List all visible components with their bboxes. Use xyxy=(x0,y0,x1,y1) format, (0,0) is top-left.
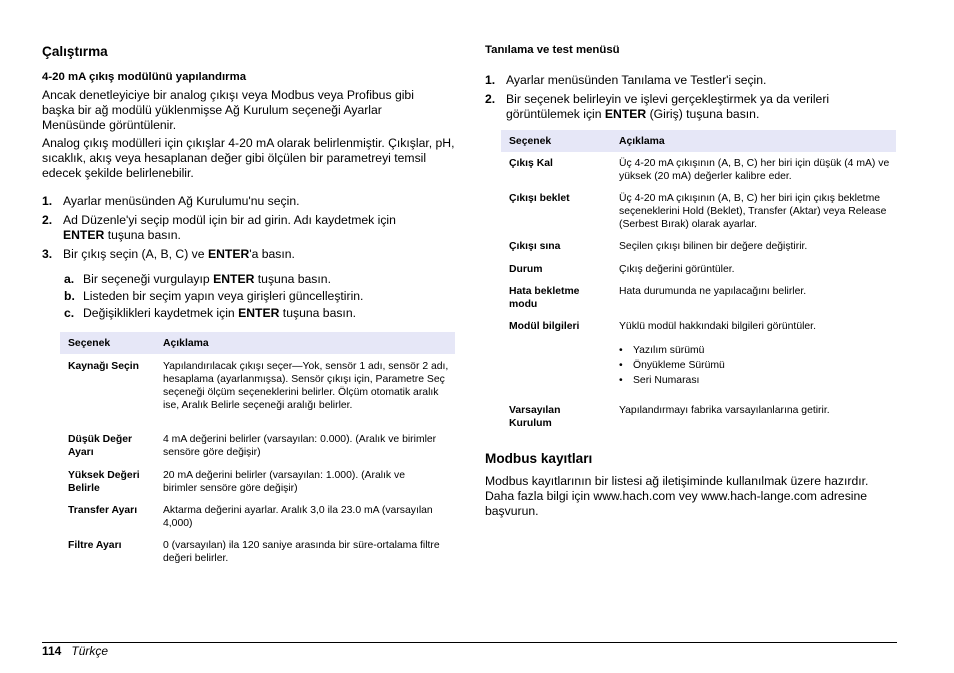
step-number: 1. xyxy=(42,194,53,208)
step-text-post: tuşuna basın. xyxy=(104,228,181,242)
step-number: 2. xyxy=(485,92,496,106)
step-text-post: (Giriş) tuşuna basın. xyxy=(646,107,760,121)
substep-text-post: tuşuna basın. xyxy=(279,306,356,320)
left-substep-c xyxy=(64,306,444,321)
table-row-description: 0 (varsayılan) ila 120 saniye arasında bir süre-ortalama filtre değeri belirler. xyxy=(163,540,440,564)
subsection-title-diagnostics: Tanılama ve test menüsü xyxy=(485,44,620,56)
step-text-pre: Ad Düzenle'yi seçip modül için bir ad girin. Adı kaydetmek için xyxy=(63,213,396,227)
list-item xyxy=(619,359,725,372)
table-row-description: 4 mA değerini belirler (varsayılan: 0.000). (Aralık ve birimler sensöre göre değişir) xyxy=(163,434,437,458)
table-row-option: Çıkış Kal xyxy=(509,158,553,169)
bullet-icon: • xyxy=(619,360,623,371)
step-text-pre: Bir çıkış seçin (A, B, C) ve xyxy=(63,247,208,261)
page-footer xyxy=(42,644,108,659)
substep-text-post: tuşuna basın. xyxy=(254,272,331,286)
step-number: 2. xyxy=(42,213,53,227)
footer-language: Türkçe xyxy=(71,644,109,658)
step-text: Ayarlar menüsünden Tanılama ve Testler'i seçin. xyxy=(506,73,767,87)
table-row-description: Yüklü modül hakkındaki bilgileri görüntüler. xyxy=(619,321,816,332)
intro-paragraph: Ancak denetleyiciye bir analog çıkışı veya Modbus veya Profibus gibi başka bir ağ modülü yüklenmişse Ağ Kurulum seçeneği Ayarlar Menüsünde görüntülenir. xyxy=(42,88,414,132)
enter-key-label: ENTER xyxy=(604,107,647,121)
left-step-1 xyxy=(42,194,442,209)
list-item xyxy=(619,344,704,357)
step-text xyxy=(63,213,396,243)
list-item-text: Yazılım sürümü xyxy=(633,345,705,356)
right-step-1 xyxy=(485,73,885,88)
table-header xyxy=(501,130,896,152)
page-number: 114 xyxy=(42,644,62,658)
table-row-description: Yapılandırılacak çıkışı seçer—Yok, sensör 1 adı, sensör 2 adı, hesaplama (ayarlanmışsa). Sensör çıkışı için, Parametre Seç seçeneği ölçüm seçeneklerini belirler. Ölçüm otomatik aralık ise, Aralık Belirle seçeneği aralığı belirler. xyxy=(163,361,449,411)
table-row-description: Çıkış değerini görüntüler. xyxy=(619,264,735,275)
substep-text-pre: Bir seçeneği vurgulayıp xyxy=(83,272,214,286)
diagnostics-options-table xyxy=(501,130,896,435)
table-row-option: Hata bekletme modu xyxy=(509,286,580,310)
bullet-icon: • xyxy=(619,375,623,386)
outputs-paragraph: Analog çıkış modülleri için çıkışlar 4-20 mA olarak belirlenmiştir. Çıkışlar, pH, sıcaklık, akış veya hesaplanan değer gibi ölçülen bir parametreyi temsil edecek şekilde belirlenebilir. xyxy=(42,136,455,180)
list-item xyxy=(619,374,699,387)
table-row-description: Seçilen çıkışı bilinen bir değere değiştirir. xyxy=(619,241,808,252)
bullet-icon: • xyxy=(619,345,623,356)
step-number: 3. xyxy=(42,247,53,261)
modbus-title: Modbus kayıtları xyxy=(485,451,593,466)
table-row-option: Düşük Değer Ayarı xyxy=(68,434,133,458)
table-row-option: Transfer Ayarı xyxy=(68,505,138,516)
header-description: Açıklama xyxy=(619,136,665,147)
table-row-description: 20 mA değerini belirler (varsayılan: 1.000). (Aralık ve birimler sensöre göre değişir) xyxy=(163,470,405,494)
enter-key-label: ENTER xyxy=(213,272,255,286)
section-title: Çalıştırma xyxy=(42,44,108,59)
list-item-text: Önyükleme Sürümü xyxy=(633,360,725,371)
header-option: Seçenek xyxy=(509,136,552,147)
table-row-description: Üç 4-20 mA çıkışının (A, B, C) her biri için düşük (4 mA) ve yüksek (20 mA) değerler kalibre eder. xyxy=(619,158,890,182)
step-number: 1. xyxy=(485,73,496,87)
output-options-table xyxy=(60,332,455,572)
substep-text-pre: Değişiklikleri kaydetmek için xyxy=(83,306,239,320)
table-row-option: Kaynağı Seçin xyxy=(68,361,140,372)
substep-text xyxy=(83,306,356,321)
table-row-option: Modül bilgileri xyxy=(509,321,580,332)
footer-divider xyxy=(42,642,897,643)
list-item-text: Seri Numarası xyxy=(633,375,700,386)
modbus-paragraph: Modbus kayıtlarının bir listesi ağ iletişiminde kullanılmak üzere hazırdır. Daha fazla bilgi için www.hach.com vey www.hach-lange.com adresine başvurun. xyxy=(485,474,869,518)
table-header xyxy=(60,332,455,354)
header-description: Açıklama xyxy=(163,338,209,349)
left-substep-b xyxy=(64,289,444,304)
left-substep-a xyxy=(64,272,444,287)
table-row-description: Hata durumunda ne yapılacağını belirler. xyxy=(619,286,807,297)
table-row-option: Çıkışı sına xyxy=(509,241,561,252)
left-step-3 xyxy=(42,247,442,262)
step-text xyxy=(63,247,295,262)
table-row-description: Üç 4-20 mA çıkışının (A, B, C) her biri için çıkış bekletme seçeneklerini Hold (Beklet), Transfer (Aktar) veya Release (Serbest Bırak) olarak ayarlar. xyxy=(619,193,887,230)
header-option: Seçenek xyxy=(68,338,111,349)
substep-letter: a. xyxy=(64,272,75,286)
table-row-option: Durum xyxy=(509,264,543,275)
subsection-title-4-20ma: 4-20 mA çıkış modülünü yapılandırma xyxy=(42,71,247,83)
table-row-description: Aktarma değerini ayarlar. Aralık 3,0 ila 23.0 mA (varsayılan 4,000) xyxy=(163,505,433,529)
table-row-option: Filtre Ayarı xyxy=(68,540,122,551)
step-text-pre: Bir seçenek belirleyin ve işlevi gerçekleştirmek ya da verileri görüntülemek için xyxy=(506,92,830,121)
enter-key-label: ENTER xyxy=(63,228,105,242)
table-row-option: Çıkışı beklet xyxy=(509,193,570,204)
table-row-description: Yapılandırmayı fabrika varsayılanlarına getirir. xyxy=(619,405,830,416)
step-text-post: 'a basın. xyxy=(249,247,295,261)
substep-letter: c. xyxy=(64,306,75,320)
left-step-2 xyxy=(42,213,432,243)
substep-text xyxy=(83,272,331,287)
right-step-2 xyxy=(485,92,865,122)
substep-text: Listeden bir seçim yapın veya girişleri güncelleştirin. xyxy=(83,289,364,303)
enter-key-label: ENTER xyxy=(207,247,250,261)
step-text: Ayarlar menüsünden Ağ Kurulumu'nu seçin. xyxy=(63,194,300,208)
table-row-option: Varsayılan Kurulum xyxy=(509,405,561,429)
enter-key-label: ENTER xyxy=(238,306,280,320)
table-row-option: Yüksek Değeri Belirle xyxy=(68,470,140,494)
substep-letter: b. xyxy=(64,289,75,303)
step-text xyxy=(506,92,865,122)
